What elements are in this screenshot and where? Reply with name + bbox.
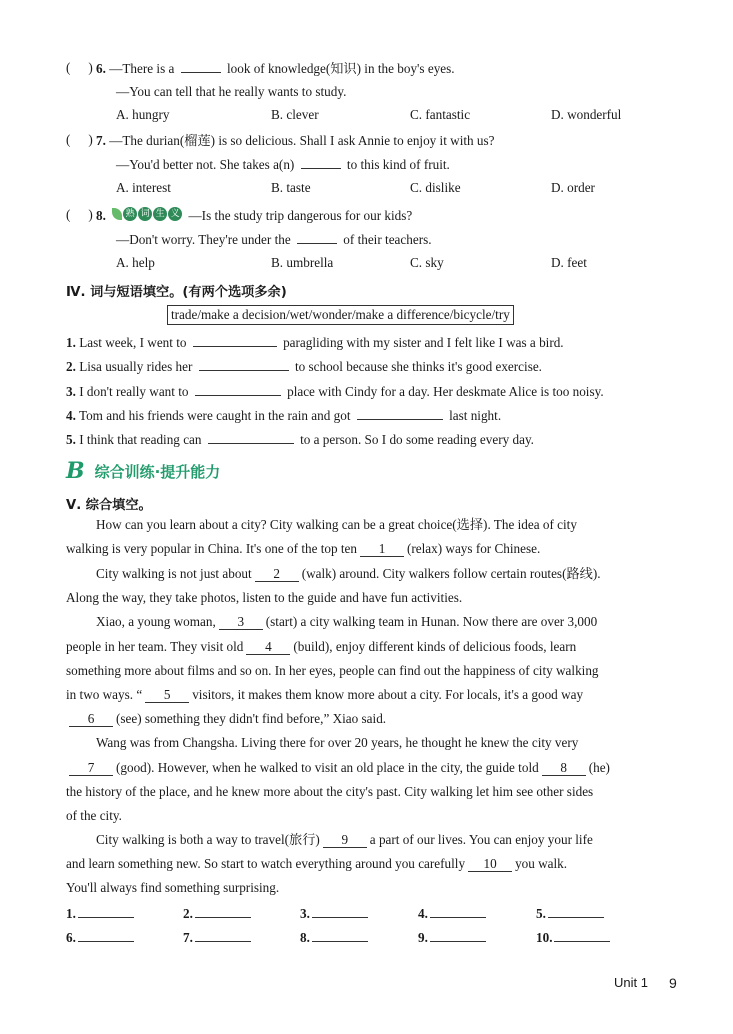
passage-line: Wang was from Changsha. Living there for over 20 years, he thought he knew the city very [96, 735, 579, 750]
answer-paren: ( ) [66, 60, 93, 75]
passage-line: Xiao, a young woman, 3 (start) a city walking team in Hunan. Now there are over 3,000 [96, 614, 598, 629]
blank-6[interactable]: 6 [69, 712, 113, 727]
question-number: 8. [96, 208, 106, 223]
passage-line: and learn something new. So start to watch everything around you carefully 10 you walk. [66, 856, 568, 871]
passage-line: You'll always find something surprising. [66, 880, 280, 895]
option-d: D. feet [551, 255, 587, 270]
passage-line: in two ways. “ 5 visitors, it makes them know more about a city. For locals, it's a good way [66, 687, 584, 702]
answer-blank[interactable] [301, 156, 341, 169]
section-title: Ⅴ. 综合填空。 [66, 498, 152, 513]
answer-paren: ( ) [66, 207, 93, 222]
answer-line-6[interactable]: 6. [66, 929, 134, 946]
answer-line-10[interactable]: 10. [536, 929, 610, 946]
question-8-response: —Don't worry. They're under the of their teachers. [116, 232, 432, 247]
section-b-heading [66, 458, 220, 484]
answer-blank[interactable] [199, 358, 289, 371]
fill-item-2: 2. Lisa usually rides her to school because she thinks it's good exercise. [66, 359, 542, 374]
blank-10[interactable]: 10 [468, 857, 512, 872]
fill-item-4: 4. Tom and his friends were caught in the rain and got last night. [66, 408, 502, 423]
passage-line: City walking is both a way to travel(旅行) 9 a part of our lives. You can enjoy your life [96, 832, 593, 847]
question-text: —Is the study trip dangerous for our kids? [188, 208, 413, 223]
answer-paren-close: ) [88, 60, 93, 75]
fill-item-5: 5. I think that reading can to a person. So I do some reading every day. [66, 432, 534, 447]
answer-line-7[interactable]: 7. [183, 929, 251, 946]
fill-item-1: 1. Last week, I went to paragliding with my sister and I felt like I was a bird. [66, 335, 564, 350]
passage-line: the history of the place, and he knew more about the city's past. City walking let him see other sides [66, 784, 594, 799]
passage-line: of the city. [66, 808, 122, 823]
answer-paren-close: ) [88, 132, 93, 147]
question-text: look of knowledge(知识) in the boy's eyes. [226, 61, 455, 76]
option-c: C. sky [410, 255, 444, 270]
leaf-icon [112, 208, 122, 220]
passage-line: 6 (see) something they didn't find before,” Xiao said. [66, 710, 386, 728]
unit-label: Unit 1 [614, 975, 648, 990]
answer-paren: ( ) [66, 132, 93, 147]
passage-line: How can you learn about a city? City walking can be a great choice(选择). The idea of city [96, 517, 577, 532]
question-number: 6. [96, 61, 106, 76]
answer-blank[interactable] [357, 407, 443, 420]
answer-line-1[interactable]: 1. [66, 905, 134, 922]
question-8 [96, 207, 412, 225]
question-text: —There is a [109, 61, 175, 76]
section-letter: B [66, 458, 85, 484]
answer-line-4[interactable]: 4. [418, 905, 486, 922]
question-7 [96, 132, 495, 150]
question-6 [96, 60, 455, 78]
answer-line-9[interactable]: 9. [418, 929, 486, 946]
blank-8[interactable]: 8 [542, 761, 586, 776]
answer-line-3[interactable]: 3. [300, 905, 368, 922]
answer-blank[interactable] [195, 383, 281, 396]
passage-line: walking is very popular in China. It's one of the top ten 1 (relax) ways for Chinese. [66, 541, 541, 556]
option-d: D. order [551, 180, 595, 195]
question-number: 7. [96, 133, 106, 148]
option-a: A. help [116, 255, 155, 270]
option-b: B. taste [271, 180, 311, 195]
blank-9[interactable]: 9 [323, 833, 367, 848]
answer-line-8[interactable]: 8. [300, 929, 368, 946]
option-a: A. hungry [116, 107, 170, 122]
blank-7[interactable]: 7 [69, 761, 113, 776]
answer-line-5[interactable]: 5. [536, 905, 604, 922]
answer-blank[interactable] [297, 231, 337, 244]
blank-1[interactable]: 1 [360, 542, 404, 557]
answer-line-2[interactable]: 2. [183, 905, 251, 922]
section-title: Ⅳ. 词与短语填空。(有两个选项多余) [66, 285, 287, 300]
option-d: D. wonderful [551, 107, 622, 122]
blank-2[interactable]: 2 [255, 567, 299, 582]
blank-5[interactable]: 5 [145, 688, 189, 703]
answer-blank[interactable] [208, 431, 294, 444]
fill-item-3: 3. I don't really want to place with Cindy for a day. Her deskmate Alice is too noisy. [66, 384, 604, 399]
section-b-title: 综合训练·提升能力 [94, 462, 221, 481]
passage-line: people in her team. They visit old 4 (build), enjoy different kinds of delicious foods, learn [66, 639, 577, 654]
question-6-response: —You can tell that he really wants to study. [116, 84, 347, 99]
passage-line: Along the way, they take photos, listen to the guide and have fun activities. [66, 590, 463, 605]
blank-4[interactable]: 4 [246, 640, 290, 655]
tag-badge: 熟 词 生 义 [112, 207, 182, 221]
option-b: B. umbrella [271, 255, 334, 270]
passage-line: 7 (good). However, when he walked to visit an old place in the city, the guide told 8 (he) [66, 759, 610, 777]
passage-line: something more about films and so on. In her eyes, people can find out the happiness of city walking [66, 663, 599, 678]
answer-blank[interactable] [181, 60, 221, 73]
page-number: 9 [669, 975, 677, 991]
answer-paren-close: ) [88, 207, 93, 222]
passage-line: City walking is not just about 2 (walk) around. City walkers follow certain routes(路线). [96, 566, 601, 581]
question-7-response: —You'd better not. She takes a(n) to this kind of fruit. [116, 157, 450, 172]
question-text: —The durian(榴莲) is so delicious. Shall I ask Annie to enjoy it with us? [109, 133, 495, 148]
answer-blank[interactable] [193, 334, 277, 347]
word-bank: trade/make a decision/wet/wonder/make a difference/bicycle/try [167, 305, 514, 325]
option-b: B. clever [271, 107, 319, 122]
option-c: C. dislike [410, 180, 461, 195]
blank-3[interactable]: 3 [219, 615, 263, 630]
option-a: A. interest [116, 180, 171, 195]
option-c: C. fantastic [410, 107, 471, 122]
